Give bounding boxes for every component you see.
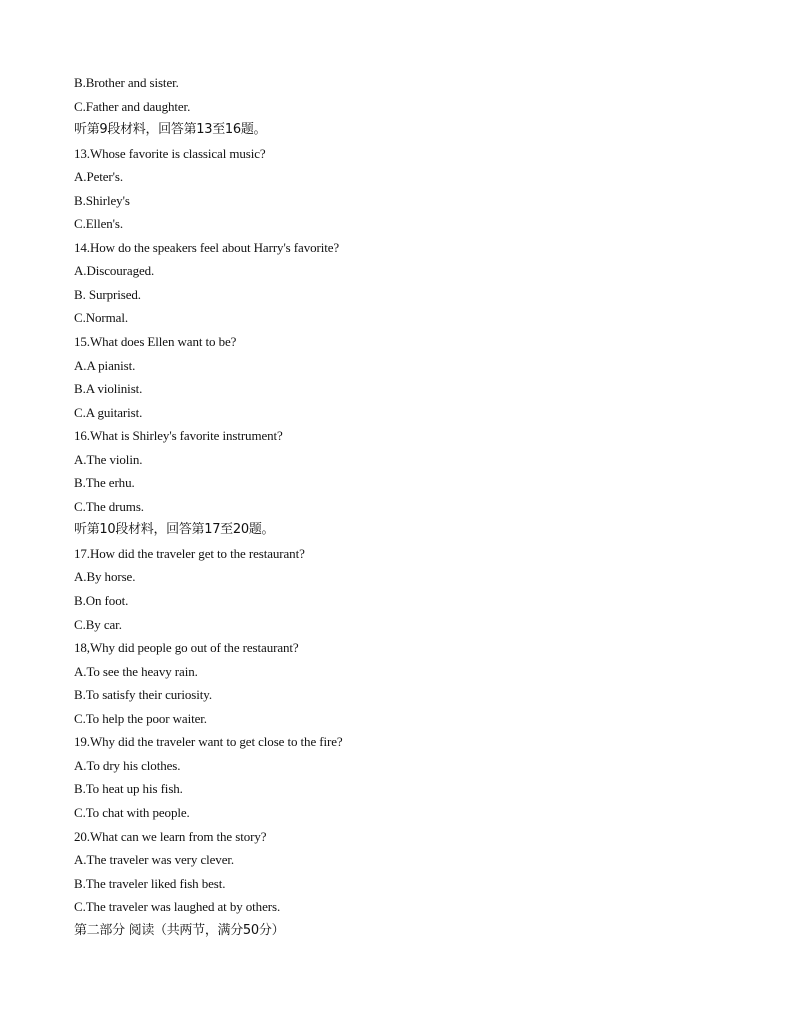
answer-option: B.Shirley's	[74, 192, 130, 208]
answer-option: A.The violin.	[74, 451, 143, 467]
answer-option: B.The traveler liked fish best.	[74, 875, 226, 891]
question-text: 20.What can we learn from the story?	[74, 828, 267, 844]
answer-option: A.To see the heavy rain.	[74, 663, 198, 679]
answer-option: C.The drums.	[74, 498, 144, 514]
question-text: 13.Whose favorite is classical music?	[74, 145, 266, 161]
question-text: 15.What does Ellen want to be?	[74, 334, 237, 350]
question-text: 16.What is Shirley's favorite instrument?	[74, 428, 283, 444]
answer-option: C.Father and daughter.	[74, 98, 191, 114]
answer-option: C.Ellen's.	[74, 216, 124, 232]
answer-option: C.To chat with people.	[74, 804, 190, 820]
document-page	[74, 71, 754, 942]
answer-option: A.A pianist.	[74, 357, 136, 373]
question-text: 18,Why did people go out of the restaurant?	[74, 640, 299, 656]
answer-option: B.On foot.	[74, 593, 129, 609]
answer-option: B.Brother and sister.	[74, 75, 179, 90]
answer-option: B.To satisfy their curiosity.	[74, 687, 212, 703]
section-heading: 听第9段材料，回答第13至16题。	[74, 122, 267, 138]
section-heading: 第二部分 阅读（共两节，满分50分）	[74, 922, 285, 938]
answer-option: A.Discouraged.	[74, 263, 155, 279]
answer-option: C.By car.	[74, 616, 122, 632]
answer-option: C.Normal.	[74, 310, 128, 326]
question-text: 14.How do the speakers feel about Harry's favorite?	[74, 239, 340, 255]
answer-option: B.The erhu.	[74, 475, 135, 491]
answer-option: B. Surprised.	[74, 286, 141, 302]
answer-option: A.By horse.	[74, 569, 136, 585]
answer-option: B.To heat up his fish.	[74, 781, 183, 797]
answer-option: B.A violinist.	[74, 381, 143, 397]
answer-option: C.A guitarist.	[74, 404, 143, 420]
question-text: 19.Why did the traveler want to get close to the fire?	[74, 734, 343, 750]
answer-option: C.The traveler was laughed at by others.	[74, 899, 281, 915]
section-heading: 听第10段材料，回答第17至20题。	[74, 522, 275, 538]
answer-option: A.The traveler was very clever.	[74, 852, 235, 868]
question-text: 17.How did the traveler get to the restaurant?	[74, 545, 305, 561]
answer-option: A.Peter's.	[74, 169, 124, 185]
answer-option: A.To dry his clothes.	[74, 757, 181, 773]
answer-option: C.To help the poor waiter.	[74, 710, 207, 726]
